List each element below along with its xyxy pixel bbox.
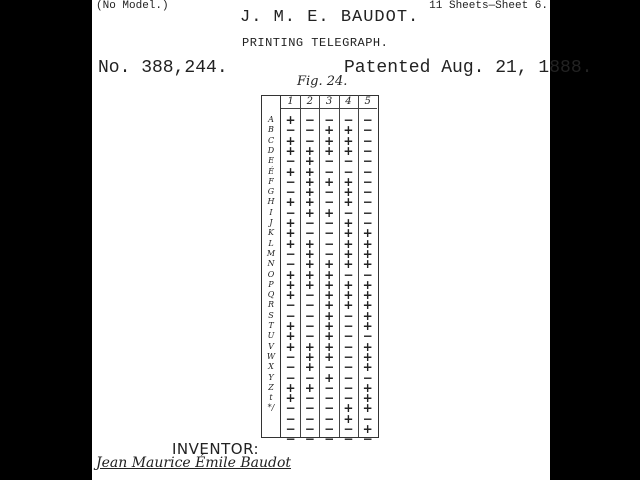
code-cell: − [362,195,373,210]
code-cell: − [324,195,335,210]
code-cell: + [324,277,335,292]
code-cell: + [324,123,335,138]
code-cell: + [362,391,373,406]
code-cell: + [343,246,354,261]
code-cell: + [324,174,335,189]
row-letter: V [268,341,274,351]
code-cell: − [304,226,315,241]
code-cell: − [324,216,335,230]
code-cell: + [362,226,373,241]
code-cell: − [362,267,373,282]
code-cell: + [285,329,296,344]
code-cell: + [343,195,354,210]
code-cell: + [304,257,315,272]
code-cell: + [362,298,373,313]
code-cell: + [362,401,373,416]
code-cell: + [285,113,296,127]
code-cell: − [343,164,354,179]
code-cell: + [362,308,373,323]
code-cell: + [324,267,335,282]
row-letter: T [268,321,274,330]
code-cell: − [285,154,296,169]
row-letter: W [266,351,276,361]
figure-label: Fig. 24. [297,74,348,89]
code-cell: + [343,174,354,189]
no-model-note: (No Model.) [96,0,169,12]
code-cell: + [304,195,315,210]
code-cell: + [304,349,315,364]
code-cell: + [324,257,335,272]
code-cell: − [304,329,315,344]
code-cell: − [304,216,315,230]
row-letter: K [268,228,274,238]
code-cell: + [304,236,315,251]
code-cell: − [285,308,296,323]
code-cell: + [324,339,335,354]
row-letter: */ [267,403,275,413]
code-cell: − [343,349,354,364]
code-cell: + [343,216,354,230]
code-cell: + [343,277,354,292]
code-cell: − [343,370,354,385]
code-cell: + [343,288,354,303]
code-cell: + [285,339,296,354]
row-letter [263,424,279,434]
code-cell: − [285,432,296,447]
code-cell: − [285,360,296,375]
code-cell: − [304,298,315,313]
code-cell: + [304,246,315,261]
inventor-heading: J. M. E. BAUDOT. [240,8,420,27]
code-cell: + [285,216,296,230]
code-cell: − [285,174,296,189]
code-cell: + [343,236,354,251]
code-cell: − [343,267,354,282]
row-letter: S [268,310,274,320]
code-cell: − [362,123,373,138]
row-letter: J [269,218,273,227]
code-cell: − [324,154,335,169]
code-cell: + [304,154,315,169]
code-cell: − [304,432,315,447]
code-cell: + [362,339,373,354]
code-cell: + [324,370,335,385]
code-cell: − [362,113,373,127]
code-cell: + [304,185,315,200]
code-cell: − [324,401,335,416]
code-cell: − [343,380,354,395]
code-cell: + [343,185,354,200]
code-column-4 [339,95,359,447]
code-cell: − [343,360,354,375]
code-cell: − [362,143,373,158]
code-cell: − [343,391,354,406]
code-cell: − [343,432,354,447]
row-letter: I [269,207,273,217]
row-letter: Q [267,290,275,300]
code-cell: + [324,205,335,220]
code-cell: − [285,401,296,416]
code-cell: − [285,185,296,200]
code-cell: − [362,370,373,385]
code-cell: − [285,298,296,313]
row-letter: t [269,393,273,403]
code-cell: − [343,329,354,344]
code-cell: + [304,360,315,375]
code-cell: − [343,422,354,436]
code-cell: − [304,133,315,148]
row-letter: G [267,187,275,197]
code-cell: + [362,360,373,375]
code-cell: + [304,205,315,220]
code-cell: − [324,246,335,261]
code-cell: − [285,349,296,364]
code-cell: − [285,246,296,261]
row-letter: B [268,125,274,135]
code-cell: − [362,432,373,447]
code-cell: − [304,401,315,416]
column-header: 5 [358,96,377,109]
row-letter: É [268,166,274,176]
row-letter: H [267,197,275,207]
code-cell: − [343,154,354,169]
code-cell: − [304,422,315,436]
code-cell: − [343,319,354,333]
code-cell: − [324,113,335,127]
code-cell: − [324,236,335,251]
code-cell: + [343,257,354,272]
code-cell: + [343,411,354,426]
row-letter: E [268,156,274,166]
inventor-signature: Jean Maurice Émile Baudot [96,455,292,471]
code-cell: − [362,205,373,220]
code-cell: + [324,319,335,333]
code-cell: + [304,174,315,189]
code-cell: − [285,257,296,272]
code-cell: − [304,308,315,323]
code-cell: + [285,391,296,406]
patent-page [92,0,593,480]
patent-number: No. 388,244. [98,58,228,78]
code-cell: + [285,143,296,158]
code-cell: + [285,380,296,395]
code-cell: + [285,319,296,333]
code-cell: + [362,380,373,395]
code-cell: − [343,308,354,323]
code-column-3 [320,95,340,447]
code-cell: + [343,401,354,416]
row-letter: D [267,145,275,155]
code-cell: − [324,164,335,179]
code-cell: + [324,298,335,313]
code-cell: + [343,133,354,148]
code-cell: − [324,226,335,241]
code-cell: + [285,164,296,179]
code-cell: − [362,411,373,426]
code-cell: + [304,143,315,158]
code-cell: − [304,319,315,333]
code-cell: − [304,123,315,138]
code-cell: + [362,349,373,364]
code-cell: − [285,411,296,426]
code-cell: − [362,133,373,148]
row-letter [263,434,279,444]
row-letter: M [266,248,276,258]
code-cell: + [285,236,296,251]
code-cell: − [304,370,315,385]
code-cell: + [304,277,315,292]
row-letter: X [268,362,274,372]
code-cell: + [304,339,315,354]
code-cell: + [362,257,373,272]
code-cell: − [304,288,315,303]
code-cell: − [304,411,315,426]
code-cell: − [285,205,296,220]
code-cell: − [343,113,354,127]
row-letter: R [267,300,275,310]
code-cell: − [285,370,296,385]
row-letter: U [267,331,275,341]
code-cell: − [343,339,354,354]
row-letter: L [268,238,274,248]
code-cell: + [362,319,373,333]
code-cell: + [285,288,296,303]
code-cell: − [324,411,335,426]
code-cell: + [304,164,315,179]
code-cell: − [362,185,373,200]
row-letter: Y [268,372,274,382]
code-cell: − [324,185,335,200]
code-cell: + [343,226,354,241]
column-header: 3 [320,96,339,109]
patent-date: Patented Aug. 21, 1888. [344,58,593,78]
code-column-5 [358,95,377,447]
code-cell: + [324,288,335,303]
code-cell: + [343,123,354,138]
code-cell: + [362,246,373,261]
column-header: 1 [281,96,300,109]
column-header: 4 [339,96,358,109]
code-cell: − [362,174,373,189]
row-letter [263,414,279,424]
code-cell: − [304,113,315,127]
sheet-number: 11 Sheets—Sheet 6. [429,0,548,12]
patent-title: PRINTING TELEGRAPH. [242,36,389,50]
code-cell: + [324,308,335,323]
code-cell: − [324,380,335,395]
code-cell: − [285,123,296,138]
code-cell: + [285,267,296,282]
code-cell: − [362,329,373,344]
code-cell: + [343,298,354,313]
baudot-code-table [261,95,379,447]
code-cell: + [324,133,335,148]
code-cell: + [362,422,373,436]
row-letter: P [268,279,274,289]
letter-column [262,95,281,437]
code-cell: − [343,205,354,220]
row-letter: N [267,259,275,269]
code-column-2 [300,95,320,447]
code-cell: + [304,380,315,395]
row-letter: A [268,115,274,124]
code-cell: − [304,391,315,406]
code-cell: − [362,154,373,169]
code-cell: − [324,432,335,447]
code-cell: − [324,360,335,375]
code-cell: − [324,391,335,406]
code-cell: + [362,277,373,292]
code-cell: + [362,236,373,251]
row-letter: O [267,269,275,279]
column-header: 2 [300,96,319,109]
code-cell: + [324,143,335,158]
code-cell: + [285,226,296,241]
code-column-1 [281,95,301,447]
code-cell: + [285,277,296,292]
code-cell: − [285,422,296,436]
row-letter: Z [268,382,274,392]
code-cell: − [362,216,373,230]
code-cell: + [343,143,354,158]
row-letter: F [268,176,274,186]
code-cell: + [362,288,373,303]
code-cell: + [285,133,296,148]
code-cell: − [362,164,373,179]
code-cell: − [324,422,335,436]
code-cell: + [304,267,315,282]
inventor-label: INVENTOR: [172,440,260,458]
row-letter: C [267,135,275,145]
code-cell: + [324,329,335,344]
code-cell: + [285,195,296,210]
code-cell: + [324,349,335,364]
